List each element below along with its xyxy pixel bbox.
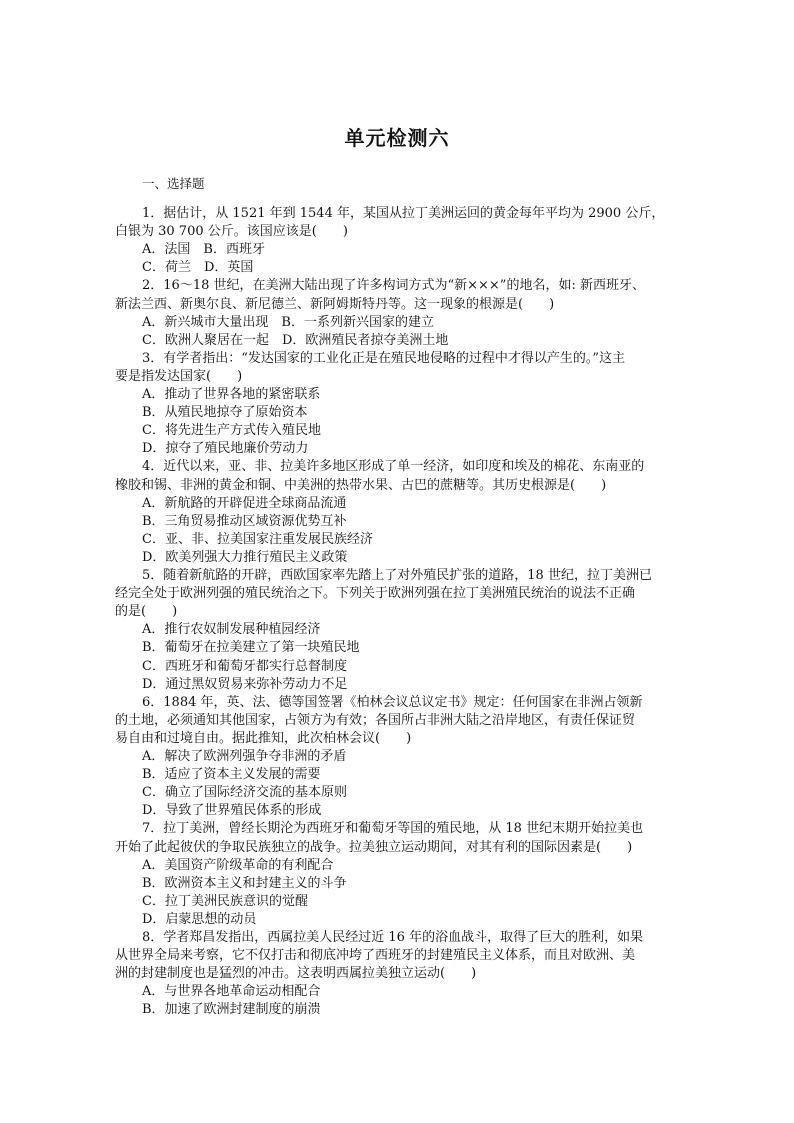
- question-continuation: 开始了此起彼伏的争取民族独立的战争。拉美独立运动期间，对其有利的国际因素是( ): [115, 839, 633, 855]
- question-continuation: 从世界全局来考察，它不仅打击和彻底冲垮了西班牙的封建殖民主义体系，而且对欧洲、美: [115, 948, 636, 964]
- question-line: 6．1884 年，英、法、德等国签署《柏林会议总议定书》规定：任何国家在非洲占领新: [142, 694, 643, 710]
- answer-option: C．确立了国际经济交流的基本原则: [142, 785, 347, 801]
- answer-option: B．葡萄牙在拉美建立了第一块殖民地: [142, 640, 360, 656]
- answer-option: B．三角贸易推动区域资源优势互补: [142, 513, 347, 529]
- question-line: 7．拉丁美洲，曾经长期沦为西班牙和葡萄牙等国的殖民地，从 18 世纪末期开始拉美也: [142, 821, 644, 837]
- answer-option: A．新航路的开辟促进全球商品流通: [142, 495, 347, 511]
- answer-option: B．适应了资本主义发展的需要: [142, 767, 321, 783]
- question-line: 8．学者郑昌发指出，西属拉美人民经过近 16 年的浴血战斗，取得了巨大的胜利，如果: [142, 930, 644, 945]
- answer-option: A．美国资产阶级革命的有利配合: [142, 857, 334, 873]
- answer-option: C．荷兰 D．英国: [142, 260, 254, 276]
- question-continuation: 新法兰西、新奥尔良、新尼德兰、新阿姆斯特丹等。这一现象的根源是( ): [115, 296, 555, 312]
- answer-option: C．亚、非、拉美国家注重发展民族经济: [142, 531, 373, 547]
- answer-option: C．欧洲人聚居在一起 D．欧洲殖民者掠夺美洲土地: [142, 332, 449, 348]
- answer-option: A．推动了世界各地的紧密联系: [142, 387, 321, 402]
- section-heading: 一、选择题: [142, 176, 205, 191]
- answer-option: B．加速了欧洲封建制度的崩溃: [142, 1002, 321, 1018]
- question-continuation: 白银为 30 700 公斤。该国应该是( ): [115, 224, 348, 240]
- answer-option: D．掠夺了殖民地廉价劳动力: [142, 441, 309, 457]
- answer-option: D．导致了世界殖民体系的形成: [142, 803, 322, 819]
- answer-option: D．启蒙思想的动员: [142, 911, 257, 927]
- question-continuation: 的土地，必须通知其他国家，占领方为有效；各国所占非洲大陆之沿岸地区，有责任保证贸: [115, 712, 636, 728]
- answer-option: C．将先进生产方式传入殖民地: [142, 423, 321, 439]
- answer-option: A．新兴城市大量出现 B．一系列新兴国家的建立: [142, 314, 434, 330]
- answer-option: A．解决了欧洲列强争夺非洲的矛盾: [142, 749, 347, 764]
- answer-option: D．通过黑奴贸易来弥补劳动力不足: [142, 676, 348, 692]
- answer-option: B．从殖民地掠夺了原始资本: [142, 405, 308, 421]
- answer-option: D．欧美列强大力推行殖民主义政策: [142, 549, 348, 565]
- question-continuation: 洲的封建制度也是猛烈的冲击。这表明西属拉美独立运动( ): [115, 966, 477, 982]
- question-line: 2．16～18 世纪，在美洲大陆出现了许多构词方式为“新×××”的地名，如: 新西班牙、: [142, 278, 645, 294]
- page-title: 单元检测六: [344, 126, 450, 150]
- question-line: 4．近代以来，亚、非、拉美许多地区形成了单一经济，如印度和埃及的棉花、东南亚的: [142, 459, 645, 475]
- answer-option: B．欧洲资本主义和封建主义的斗争: [142, 875, 347, 891]
- question-continuation: 橡胶和锡、非洲的黄金和铜、中美洲的热带水果、古巴的蔗糖等。其历史根源是( ): [115, 477, 607, 493]
- answer-option: C．拉丁美洲民族意识的觉醒: [142, 893, 308, 909]
- answer-option: C．西班牙和葡萄牙都实行总督制度: [142, 658, 347, 674]
- question-line: 3．有学者指出：“发达国家的工业化正是在殖民地侵略的过程中才得以产生的。”这主: [142, 350, 626, 366]
- question-line: 5．随着新航路的开辟，西欧国家率先踏上了对外殖民扩张的道路，18 世纪，拉丁美洲已: [142, 568, 652, 583]
- answer-option: A．与世界各地革命运动相配合: [142, 984, 321, 1000]
- question-continuation: 经完全处于欧洲列强的殖民统治之下。下列关于欧洲列强在拉丁美洲殖民统治的说法不正确: [115, 586, 636, 602]
- answer-option: A．推行农奴制发展种植园经济: [142, 622, 321, 638]
- question-continuation: 要是指发达国家( ): [115, 368, 243, 384]
- question-line: 1．据估计，从 1521 年到 1544 年，某国从拉丁美洲运回的黄金每年平均为 2900 公斤，: [142, 206, 665, 221]
- question-continuation: 易自由和过境自由。据此推知，此次柏林会议( ): [115, 730, 412, 746]
- question-continuation: 的是( ): [115, 604, 178, 620]
- answer-option: A．法国 B．西班牙: [142, 242, 265, 258]
